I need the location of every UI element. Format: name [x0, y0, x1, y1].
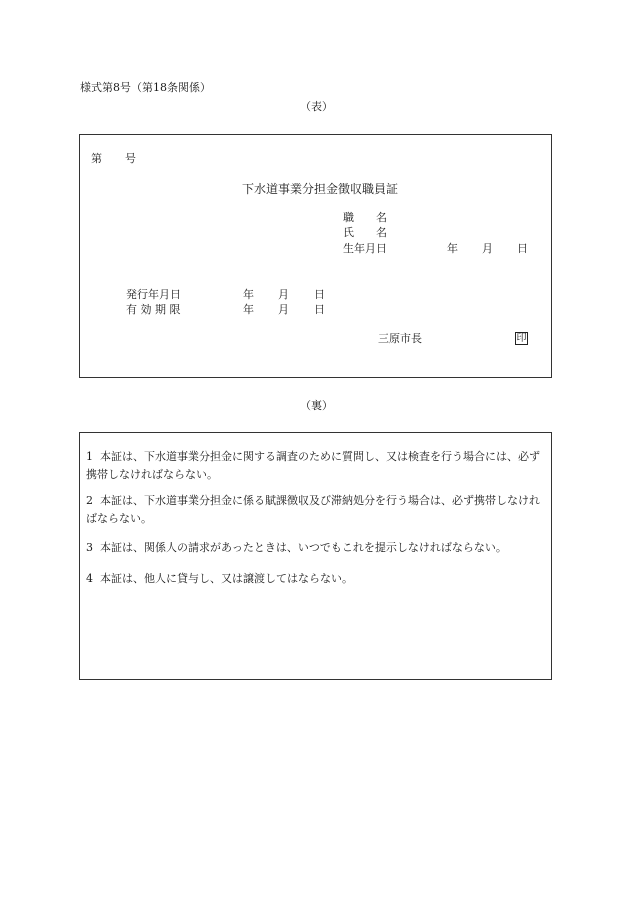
name-label: 氏 名 — [343, 226, 387, 239]
back-item-number: 4 — [86, 572, 93, 585]
back-item-number: 3 — [86, 541, 93, 554]
validity-year-unit: 年 — [243, 303, 254, 316]
form-number-label: 様式第8号（第18条関係） — [80, 81, 211, 94]
issue-month-unit: 月 — [278, 288, 289, 301]
birth-month-unit: 月 — [482, 242, 493, 255]
card-title: 下水道事業分担金徴収職員証 — [242, 182, 399, 196]
back-item-number: 1 — [86, 450, 93, 463]
back-item-text: 本証は、他人に貸与し、又は譲渡してはならない。 — [100, 572, 353, 585]
front-side-label: （表） — [300, 100, 333, 113]
back-item-4 — [86, 570, 544, 588]
birthdate-label: 生年月日 — [343, 242, 387, 255]
seal-mark: 印 — [516, 333, 527, 344]
back-side-label: （裏） — [300, 399, 333, 412]
issuer-label: 三原市長 — [378, 332, 422, 345]
issue-year-unit: 年 — [243, 288, 254, 301]
validity-month-unit: 月 — [278, 303, 289, 316]
number-suffix: 号 — [125, 152, 136, 165]
issue-date-label: 発行年月日 — [126, 288, 181, 301]
job-title-label: 職 名 — [343, 211, 387, 224]
issue-day-unit: 日 — [314, 288, 325, 301]
validity-label: 有 効 期 限 — [126, 303, 181, 316]
front-card — [79, 134, 552, 378]
birth-day-unit: 日 — [517, 242, 528, 255]
back-item-1 — [86, 448, 544, 484]
back-item-3 — [86, 539, 544, 557]
validity-day-unit: 日 — [314, 303, 325, 316]
back-item-text: 本証は、下水道事業分担金に係る賦課徴収及び滞納処分を行う場合は、必ず携帯しなければならない。 — [86, 494, 540, 525]
back-item-2 — [86, 492, 544, 528]
back-item-text: 本証は、関係人の請求があったときは、いつでもこれを提示しなければならない。 — [100, 541, 507, 554]
back-item-text: 本証は、下水道事業分担金に関する調査のために質問し、又は検査を行う場合には、必ず携帯しなければならない。 — [86, 450, 540, 481]
number-prefix: 第 — [91, 152, 102, 165]
back-item-number: 2 — [86, 494, 93, 507]
birth-year-unit: 年 — [447, 242, 458, 255]
